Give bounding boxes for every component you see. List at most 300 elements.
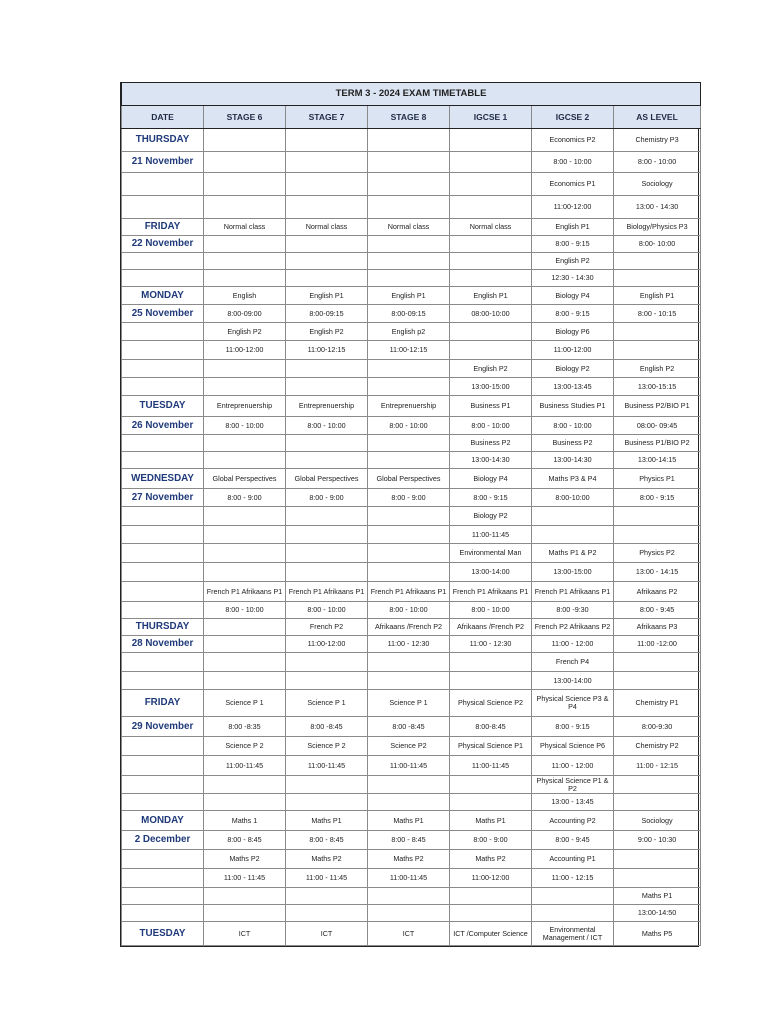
exam-cell: 8:00-10:00 [532, 489, 614, 507]
exam-cell: Maths P1 & P2 [532, 544, 614, 563]
table-row [122, 253, 701, 270]
exam-cell [532, 888, 614, 905]
exam-cell: English P1 [614, 287, 701, 305]
exam-cell: 8:00 - 10:00 [450, 417, 532, 435]
exam-cell: Maths P5 [614, 922, 701, 946]
date-cell [122, 507, 204, 526]
exam-cell: Physics P2 [614, 544, 701, 563]
timetable-table [121, 82, 701, 946]
exam-cell [614, 672, 701, 690]
exam-cell [286, 360, 368, 378]
exam-cell: Chemistry P3 [614, 129, 701, 152]
exam-cell: 8:00 - 8:45 [368, 831, 450, 850]
table-row [122, 526, 701, 544]
exam-cell: Maths P2 [204, 850, 286, 869]
exam-cell: Maths P3 & P4 [532, 469, 614, 489]
date-cell [122, 323, 204, 341]
exam-cell: 13:00-14:30 [450, 452, 532, 469]
column-header: IGCSE 2 [532, 106, 614, 129]
table-row [122, 489, 701, 507]
exam-cell: Business P1/BIO P2 [614, 435, 701, 452]
exam-cell: 8:00 - 9:15 [532, 717, 614, 737]
exam-cell [450, 270, 532, 287]
column-header: DATE [122, 106, 204, 129]
date-cell [122, 253, 204, 270]
exam-cell: Business P2/BIO P1 [614, 396, 701, 417]
exam-cell: 13:00-13:45 [532, 378, 614, 396]
exam-cell [614, 270, 701, 287]
date-cell: 26 November [122, 417, 204, 435]
table-row [122, 831, 701, 850]
date-cell: MONDAY [122, 811, 204, 831]
table-row [122, 794, 701, 811]
exam-cell [204, 905, 286, 922]
exam-cell: Physical Science P6 [532, 737, 614, 756]
exam-cell: Science P 1 [286, 690, 368, 717]
exam-cell: Accounting P1 [532, 850, 614, 869]
exam-cell: English P1 [532, 219, 614, 236]
exam-cell: Normal class [286, 219, 368, 236]
exam-cell [450, 323, 532, 341]
table-row [122, 850, 701, 869]
table-row [122, 219, 701, 236]
exam-cell [368, 905, 450, 922]
exam-cell: 13:00-15:15 [614, 378, 701, 396]
exam-cell [450, 341, 532, 360]
exam-cell [286, 253, 368, 270]
exam-cell [204, 636, 286, 653]
date-cell [122, 196, 204, 219]
exam-cell [204, 152, 286, 173]
date-cell: 21 November [122, 152, 204, 173]
date-cell: 28 November [122, 636, 204, 653]
exam-cell: 11:00 - 12:30 [450, 636, 532, 653]
exam-cell: 11:00 - 12:30 [368, 636, 450, 653]
date-cell: 25 November [122, 305, 204, 323]
exam-cell: 11:00 - 12:00 [532, 636, 614, 653]
exam-cell: 8:00 - 8:45 [204, 831, 286, 850]
date-cell: FRIDAY [122, 219, 204, 236]
exam-cell [614, 341, 701, 360]
exam-cell: 13:00-15:00 [450, 378, 532, 396]
exam-cell: Global Perspectives [204, 469, 286, 489]
exam-cell [450, 776, 532, 794]
exam-cell: 11:00-12:00 [532, 196, 614, 219]
exam-cell [450, 173, 532, 196]
exam-cell: Science P 1 [204, 690, 286, 717]
exam-cell: Chemistry P1 [614, 690, 701, 717]
exam-cell: Biology P4 [450, 469, 532, 489]
table-row [122, 811, 701, 831]
exam-cell [204, 253, 286, 270]
exam-cell: 08:00-10:00 [450, 305, 532, 323]
exam-cell: Biology P2 [450, 507, 532, 526]
table-row [122, 287, 701, 305]
date-cell: WEDNESDAY [122, 469, 204, 489]
exam-cell: Physics P1 [614, 469, 701, 489]
date-cell: THURSDAY [122, 619, 204, 636]
exam-cell [368, 563, 450, 582]
exam-cell: 8:00 -8:45 [286, 717, 368, 737]
table-row [122, 544, 701, 563]
exam-cell: 11:00-11:45 [450, 756, 532, 776]
exam-cell: Entreprenuership [204, 396, 286, 417]
exam-cell [614, 869, 701, 888]
date-cell [122, 905, 204, 922]
exam-cell: 8:00-8:45 [450, 717, 532, 737]
exam-cell [368, 672, 450, 690]
exam-cell: 8:00 -9:30 [532, 602, 614, 619]
table-row [122, 602, 701, 619]
exam-cell: Afrikaans /French P2 [450, 619, 532, 636]
exam-cell: 8:00 - 9:00 [368, 489, 450, 507]
exam-cell [614, 323, 701, 341]
exam-cell: Business P1 [450, 396, 532, 417]
table-row [122, 341, 701, 360]
exam-cell: 8:00 - 10:00 [286, 602, 368, 619]
exam-cell: Entreprenuership [368, 396, 450, 417]
exam-cell [286, 563, 368, 582]
date-cell: MONDAY [122, 287, 204, 305]
exam-cell [368, 526, 450, 544]
date-cell [122, 776, 204, 794]
exam-cell [368, 653, 450, 672]
exam-cell [450, 236, 532, 253]
exam-cell [450, 129, 532, 152]
exam-cell [204, 270, 286, 287]
exam-cell: 11:00 - 12:15 [532, 869, 614, 888]
exam-cell [368, 452, 450, 469]
exam-cell [286, 888, 368, 905]
exam-cell [368, 360, 450, 378]
exam-cell: Chemistry P2 [614, 737, 701, 756]
exam-cell [450, 253, 532, 270]
date-cell [122, 563, 204, 582]
exam-cell [204, 563, 286, 582]
exam-cell [286, 544, 368, 563]
exam-cell: 8:00-09:15 [368, 305, 450, 323]
exam-cell [368, 378, 450, 396]
column-header: IGCSE 1 [450, 106, 532, 129]
exam-cell [286, 378, 368, 396]
exam-cell: 8:00 - 10:00 [614, 152, 701, 173]
exam-cell: Maths P2 [450, 850, 532, 869]
table-row [122, 888, 701, 905]
table-row [122, 452, 701, 469]
exam-cell: 13:00-14:30 [532, 452, 614, 469]
exam-cell: ICT /Computer Science [450, 922, 532, 946]
exam-cell [204, 653, 286, 672]
exam-cell: Global Perspectives [286, 469, 368, 489]
exam-cell: 8:00-9:30 [614, 717, 701, 737]
exam-cell: 11:00-11:45 [368, 756, 450, 776]
table-row [122, 417, 701, 435]
exam-cell: 13:00-15:00 [532, 563, 614, 582]
exam-cell: Business Studies P1 [532, 396, 614, 417]
exam-cell [532, 526, 614, 544]
exam-cell: Maths P2 [286, 850, 368, 869]
date-cell [122, 526, 204, 544]
exam-cell: 11:00-11:45 [286, 756, 368, 776]
exam-cell: Normal class [204, 219, 286, 236]
date-cell [122, 452, 204, 469]
exam-cell [368, 236, 450, 253]
exam-cell: 11:00-12:00 [204, 341, 286, 360]
exam-cell: Biology P4 [532, 287, 614, 305]
exam-cell [286, 507, 368, 526]
exam-cell [204, 435, 286, 452]
exam-cell [204, 672, 286, 690]
exam-cell: 8:00 - 9:15 [532, 305, 614, 323]
exam-cell: 8:00 -8:35 [204, 717, 286, 737]
exam-cell: English P2 [286, 323, 368, 341]
exam-cell [450, 905, 532, 922]
exam-cell [614, 253, 701, 270]
exam-cell: English P1 [450, 287, 532, 305]
exam-cell [286, 526, 368, 544]
timetable-title: TERM 3 - 2024 EXAM TIMETABLE [122, 83, 701, 106]
table-row [122, 236, 701, 253]
exam-cell [204, 196, 286, 219]
exam-cell: ICT [204, 922, 286, 946]
exam-cell: 11:00-12:00 [532, 341, 614, 360]
exam-cell [204, 526, 286, 544]
exam-cell [204, 544, 286, 563]
exam-cell: Environmental Man [450, 544, 532, 563]
exam-cell: Afrikaans P2 [614, 582, 701, 602]
date-cell [122, 794, 204, 811]
exam-cell [368, 173, 450, 196]
exam-cell: Science P 2 [286, 737, 368, 756]
exam-cell: 9:00 - 10:30 [614, 831, 701, 850]
table-row [122, 507, 701, 526]
exam-cell: Maths P1 [368, 811, 450, 831]
exam-cell [368, 270, 450, 287]
exam-cell [368, 435, 450, 452]
exam-cell: 8:00 - 9:15 [532, 236, 614, 253]
exam-cell: 11:00-11:45 [204, 756, 286, 776]
table-row [122, 905, 701, 922]
exam-cell [368, 544, 450, 563]
table-row [122, 270, 701, 287]
table-row [122, 152, 701, 173]
table-row [122, 396, 701, 417]
exam-cell [368, 196, 450, 219]
exam-cell [614, 776, 701, 794]
table-row [122, 690, 701, 717]
exam-cell: English P2 [204, 323, 286, 341]
exam-cell [450, 794, 532, 811]
column-header: STAGE 6 [204, 106, 286, 129]
exam-cell [286, 236, 368, 253]
date-cell [122, 869, 204, 888]
table-row [122, 869, 701, 888]
exam-cell: Physical Science P2 [450, 690, 532, 717]
date-cell [122, 270, 204, 287]
exam-cell: Physical Science P3 & P4 [532, 690, 614, 717]
exam-cell: 11:00 - 11:45 [286, 869, 368, 888]
exam-cell [286, 905, 368, 922]
date-cell [122, 653, 204, 672]
exam-cell: 8:00 - 10:00 [532, 152, 614, 173]
exam-cell: 11:00 -12:00 [614, 636, 701, 653]
table-row [122, 378, 701, 396]
exam-cell: Accounting P2 [532, 811, 614, 831]
exam-cell: 13:00 - 13:45 [532, 794, 614, 811]
exam-cell [614, 653, 701, 672]
exam-cell: Maths 1 [204, 811, 286, 831]
table-row [122, 619, 701, 636]
exam-cell: English [204, 287, 286, 305]
exam-cell [614, 526, 701, 544]
exam-cell: Sociology [614, 173, 701, 196]
table-row [122, 305, 701, 323]
exam-cell [286, 653, 368, 672]
exam-cell: 11:00-12:15 [286, 341, 368, 360]
table-row [122, 776, 701, 794]
exam-cell: Maths P1 [286, 811, 368, 831]
date-cell: 22 November [122, 236, 204, 253]
exam-cell: Maths P1 [614, 888, 701, 905]
exam-cell: 8:00 - 8:45 [286, 831, 368, 850]
date-cell [122, 582, 204, 602]
exam-cell: English P2 [450, 360, 532, 378]
exam-cell: Physical Science P1 [450, 737, 532, 756]
table-row [122, 717, 701, 737]
table-row [122, 469, 701, 489]
table-row [122, 653, 701, 672]
column-header: STAGE 8 [368, 106, 450, 129]
date-cell: 27 November [122, 489, 204, 507]
exam-cell: ICT [368, 922, 450, 946]
exam-cell: 8:00 - 9:00 [204, 489, 286, 507]
exam-cell: English P1 [286, 287, 368, 305]
exam-cell [286, 173, 368, 196]
exam-cell [368, 129, 450, 152]
date-cell [122, 435, 204, 452]
exam-cell: Physical Science P1 & P2 [532, 776, 614, 794]
exam-cell: 8:00- 10:00 [614, 236, 701, 253]
exam-cell [450, 653, 532, 672]
exam-cell: 11:00-12:00 [450, 869, 532, 888]
exam-cell: 13:00-14:00 [450, 563, 532, 582]
date-cell [122, 602, 204, 619]
date-cell [122, 378, 204, 396]
exam-cell: 11:00 - 11:45 [204, 869, 286, 888]
column-header: AS LEVEL [614, 106, 701, 129]
exam-cell: Science P 2 [204, 737, 286, 756]
table-row [122, 672, 701, 690]
table-row [122, 922, 701, 946]
table-row [122, 582, 701, 602]
exam-cell: French P1 Afrikaans P1 [450, 582, 532, 602]
exam-cell: 08:00- 09:45 [614, 417, 701, 435]
exam-cell: Business P2 [450, 435, 532, 452]
exam-cell [286, 794, 368, 811]
exam-cell: French P1 Afrikaans P1 [204, 582, 286, 602]
exam-cell [286, 452, 368, 469]
exam-cell [286, 129, 368, 152]
exam-cell: Normal class [450, 219, 532, 236]
timetable-body [122, 129, 701, 946]
table-row [122, 737, 701, 756]
exam-cell: Economics P2 [532, 129, 614, 152]
exam-cell: 8:00 - 10:00 [286, 417, 368, 435]
exam-cell [286, 196, 368, 219]
exam-cell: French P1 Afrikaans P1 [286, 582, 368, 602]
exam-cell [368, 776, 450, 794]
table-row [122, 323, 701, 341]
exam-cell: Maths P1 [450, 811, 532, 831]
date-cell: THURSDAY [122, 129, 204, 152]
exam-cell: French P4 [532, 653, 614, 672]
column-header: STAGE 7 [286, 106, 368, 129]
table-row [122, 129, 701, 152]
exam-cell: 8:00 - 10:00 [368, 602, 450, 619]
exam-cell: 11:00-12:15 [368, 341, 450, 360]
exam-cell [204, 173, 286, 196]
date-cell: FRIDAY [122, 690, 204, 717]
exam-cell: Economics P1 [532, 173, 614, 196]
table-row [122, 196, 701, 219]
exam-cell: 8:00 - 9:45 [532, 831, 614, 850]
exam-cell: 8:00 - 10:00 [532, 417, 614, 435]
exam-cell [204, 360, 286, 378]
exam-cell: Afrikaans P3 [614, 619, 701, 636]
exam-cell [368, 152, 450, 173]
exam-cell [204, 776, 286, 794]
exam-timetable [120, 82, 699, 947]
date-cell [122, 341, 204, 360]
exam-cell [450, 196, 532, 219]
exam-cell [368, 253, 450, 270]
exam-cell [286, 776, 368, 794]
exam-cell [286, 435, 368, 452]
date-cell [122, 850, 204, 869]
exam-cell: 11:00-11:45 [450, 526, 532, 544]
exam-cell: 8:00 - 10:00 [204, 417, 286, 435]
exam-cell [204, 378, 286, 396]
exam-cell [204, 129, 286, 152]
exam-cell: 12:30 - 14:30 [532, 270, 614, 287]
exam-cell: 11:00-11:45 [368, 869, 450, 888]
exam-cell: English P1 [368, 287, 450, 305]
table-row [122, 435, 701, 452]
column-header-row [122, 106, 701, 129]
date-cell [122, 173, 204, 196]
exam-cell [614, 850, 701, 869]
date-cell: 29 November [122, 717, 204, 737]
exam-cell [204, 794, 286, 811]
date-cell [122, 544, 204, 563]
date-cell [122, 888, 204, 905]
exam-cell: Afrikaans /French P2 [368, 619, 450, 636]
exam-cell [204, 236, 286, 253]
exam-cell [286, 672, 368, 690]
exam-cell: 8:00 - 10:00 [368, 417, 450, 435]
date-cell: 2 December [122, 831, 204, 850]
date-cell [122, 360, 204, 378]
exam-cell: 8:00 - 9:00 [450, 831, 532, 850]
exam-cell [614, 794, 701, 811]
exam-cell: French P1 Afrikaans P1 [368, 582, 450, 602]
exam-cell: French P1 Afrikaans P1 [532, 582, 614, 602]
exam-cell: Global Perspectives [368, 469, 450, 489]
exam-cell [204, 452, 286, 469]
exam-cell: 11:00-12:00 [286, 636, 368, 653]
date-cell: TUESDAY [122, 396, 204, 417]
exam-cell [286, 152, 368, 173]
